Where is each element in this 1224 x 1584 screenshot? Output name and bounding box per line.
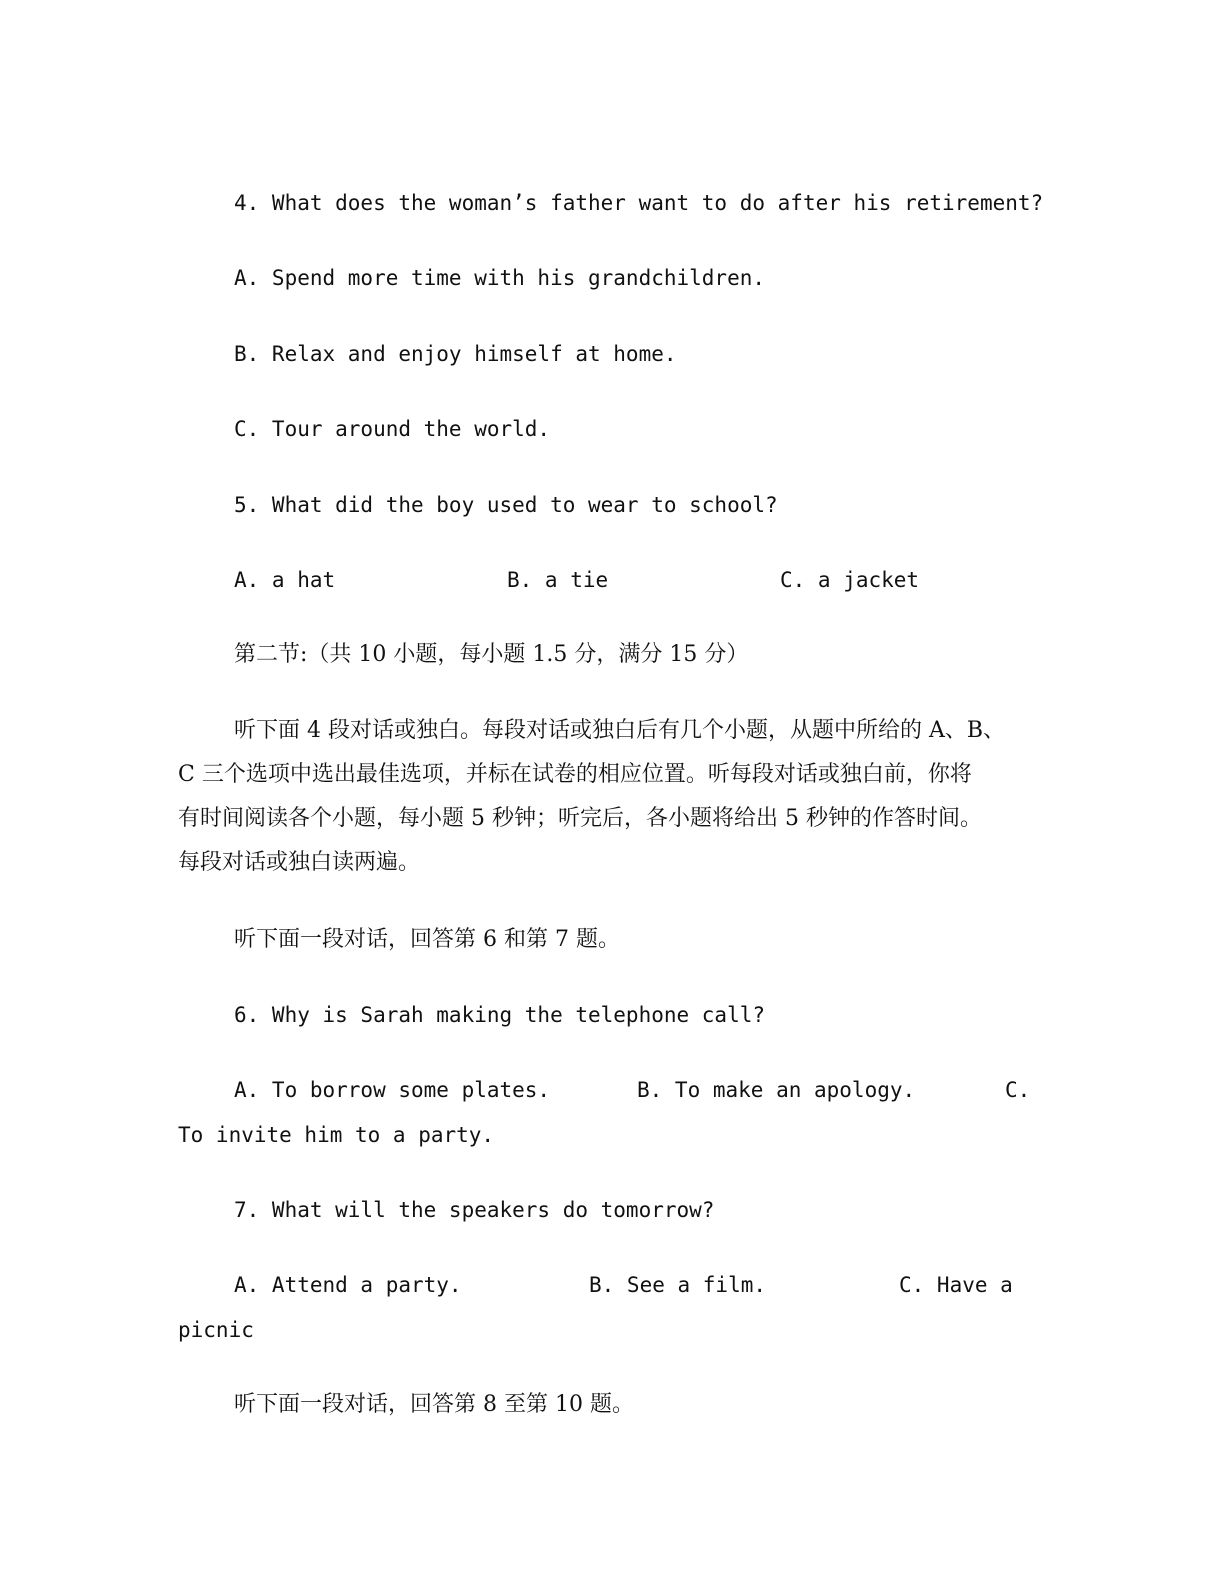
section-2-instructions-line-4: 每段对话或独白读两遍。 xyxy=(178,850,421,875)
question-4: 4. What does the woman’s father want to do after his retirement? xyxy=(234,191,1044,215)
question-7-option-c-start: C. Have a xyxy=(899,1273,1013,1297)
question-4-option-b: B. Relax and enjoy himself at home. xyxy=(234,342,677,366)
question-4-option-a: A. Spend more time with his grandchildren. xyxy=(234,266,766,290)
section-2-instructions-line-2: C 三个选项中选出最佳选项，并标在试卷的相应位置。听每段对话或独白前，你将 xyxy=(178,762,972,787)
section-2-instructions-line-3: 有时间阅读各个小题，每小题 5 秒钟；听完后，各小题将给出 5 秒钟的作答时间。 xyxy=(178,806,982,831)
dialogue-8-10-intro: 听下面一段对话，回答第 8 至第 10 题。 xyxy=(234,1392,634,1417)
question-5-option-a: A. a hat xyxy=(234,568,336,592)
question-6: 6. Why is Sarah making the telephone call? xyxy=(234,1003,766,1027)
question-5: 5. What did the boy used to wear to school? xyxy=(234,493,778,517)
question-6-option-a: A. To borrow some plates. xyxy=(234,1078,551,1102)
question-7-option-a: A. Attend a party. xyxy=(234,1273,462,1297)
question-4-option-c: C. Tour around the world. xyxy=(234,417,551,441)
question-6-option-c-rest: To invite him to a party. xyxy=(178,1123,495,1147)
question-6-option-c-start: C. xyxy=(1005,1078,1031,1102)
question-6-option-b: B. To make an apology. xyxy=(637,1078,916,1102)
question-5-option-b: B. a tie xyxy=(507,568,609,592)
dialogue-6-7-intro: 听下面一段对话，回答第 6 和第 7 题。 xyxy=(234,927,620,952)
question-5-option-c: C. a jacket xyxy=(780,568,920,592)
question-7: 7. What will the speakers do tomorrow? xyxy=(234,1198,715,1222)
section-2-instructions-line-1: 听下面 4 段对话或独白。每段对话或独白后有几个小题，从题中所给的 A、B、 xyxy=(234,718,1006,743)
section-2-heading: 第二节:（共 10 小题，每小题 1.5 分，满分 15 分） xyxy=(234,642,749,667)
question-7-option-c-rest: picnic xyxy=(178,1318,254,1342)
question-7-option-b: B. See a film. xyxy=(589,1273,767,1297)
